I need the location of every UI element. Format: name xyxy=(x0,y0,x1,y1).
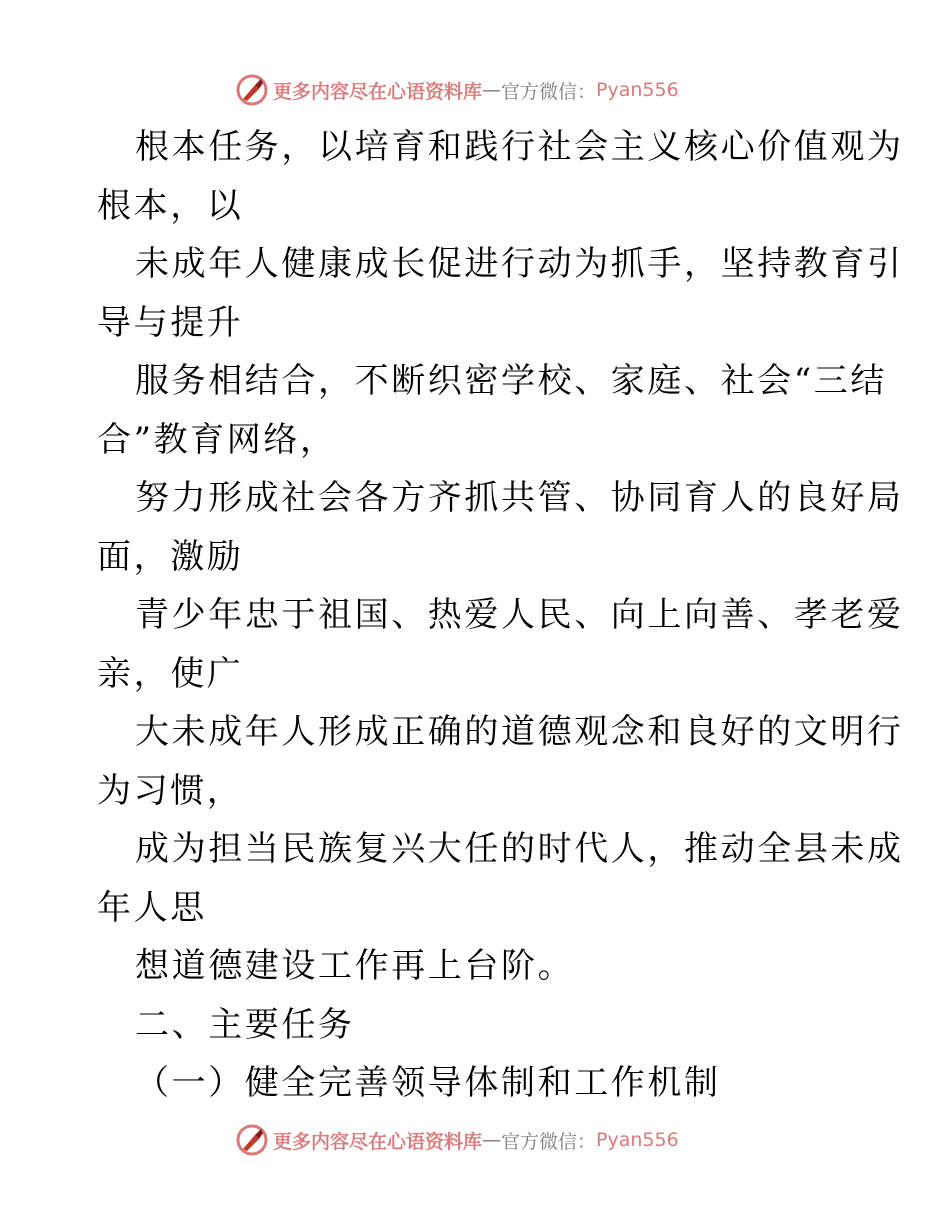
watermark-main-text: 更多内容尽在心语资料库 xyxy=(273,1130,483,1153)
text-line: 未成年人健康成长促进行动为抓手，坚持教育引 xyxy=(135,244,904,284)
text-line: 根本任务，以培育和践行社会主义核心价值观为 xyxy=(135,127,904,167)
text-line: 面，激励 xyxy=(97,536,244,577)
text-line: 年人思 xyxy=(97,887,207,928)
footer-watermark xyxy=(235,1121,679,1159)
pen-logo-icon xyxy=(235,1123,269,1157)
watermark-dash: — xyxy=(482,1129,502,1151)
pen-logo-icon xyxy=(235,73,269,107)
watermark-sub-text: 官方微信： xyxy=(501,1130,597,1153)
watermark-wechat-id: Pyan556 xyxy=(596,79,679,101)
header-watermark xyxy=(235,71,679,109)
text-line: 成为担当民族复兴大任的时代人，推动全县未成 xyxy=(135,829,904,869)
text-line: 亲，使广 xyxy=(97,653,244,694)
text-line: 导与提升 xyxy=(97,302,244,343)
text-line: 想道德建设工作再上台阶。 xyxy=(135,946,575,986)
text-line: 合”教育网络， xyxy=(97,419,337,460)
watermark-sub-text: 官方微信： xyxy=(501,80,597,103)
watermark-dash: — xyxy=(482,79,502,101)
section-heading: 二、主要任务 xyxy=(135,1004,355,1045)
watermark-wechat-id: Pyan556 xyxy=(596,1129,679,1151)
watermark-main-text: 更多内容尽在心语资料库 xyxy=(273,80,483,103)
text-line: 青少年忠于祖国、热爱人民、向上向善、孝老爱 xyxy=(135,595,904,635)
document-body xyxy=(97,118,904,1113)
text-line: 大未成年人形成正确的道德观念和良好的文明行 xyxy=(135,712,904,752)
text-line: 根本，以 xyxy=(97,185,244,226)
text-line: 为习惯， xyxy=(97,770,244,811)
text-line: 服务相结合，不断织密学校、家庭、社会“三结 xyxy=(135,361,887,401)
subsection-heading: （一）健全完善领导体制和工作机制 xyxy=(135,1063,721,1103)
text-line: 努力形成社会各方齐抓共管、协同育人的良好局 xyxy=(135,478,904,518)
